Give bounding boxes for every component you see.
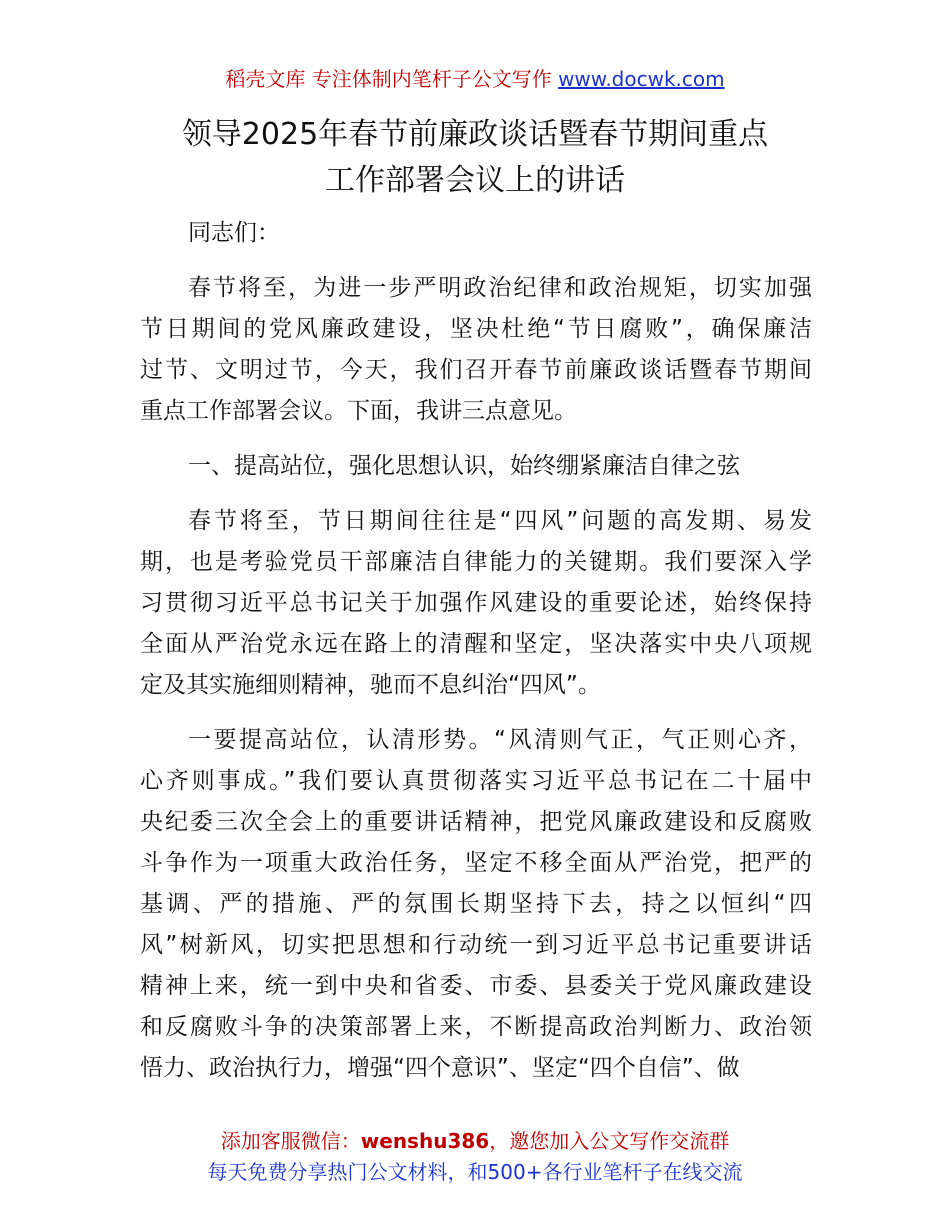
- paragraph: [140, 501, 812, 706]
- paragraph-line: 心齐则事成。”我们要认真贯彻落实习近平总书记在二十届中: [140, 768, 812, 794]
- paragraph-line: 和反腐败斗争的决策部署上来，不断提高政治判断力、政治领: [140, 1014, 812, 1040]
- footer-prefix: 添加客服微信：: [220, 1129, 361, 1153]
- paragraph: [140, 446, 812, 487]
- document-body: [140, 213, 812, 1103]
- paragraph-line: 悟力、政治执行力，增强“四个意识”、坚定“四个自信”、做: [140, 1055, 740, 1081]
- paragraph-line: 同志们：: [188, 220, 280, 246]
- paragraph: [140, 268, 812, 432]
- footer-line-1: [0, 1126, 950, 1157]
- paragraph-line: 习贯彻习近平总书记关于加强作风建设的重要论述，始终保持: [140, 590, 812, 616]
- footer-line-2: 每天免费分享热门公文材料，和500+各行业笔杆子在线交流: [207, 1160, 743, 1184]
- paragraph-line: 风”树新风，切实把思想和行动统一到习近平总书记重要讲话: [140, 932, 812, 958]
- paragraph-line: 期，也是考验党员干部廉洁自律能力的关键期。我们要深入学: [140, 549, 812, 575]
- paragraph-line: 精神上来，统一到中央和省委、市委、县委关于党风廉政建设: [140, 973, 812, 999]
- paragraph-line: 过节、文明过节，今天，我们召开春节前廉政谈话暨春节期间: [140, 357, 812, 383]
- paragraph-line: 节日期间的党风廉政建设，坚决杜绝“节日腐败”，确保廉洁: [140, 316, 812, 342]
- paragraph-line: 基调、严的措施、严的氛围长期坚持下去，持之以恒纠“四: [140, 891, 812, 917]
- paragraph: [140, 720, 812, 1089]
- watermark-header: [0, 64, 950, 94]
- document-title: [0, 112, 950, 204]
- footer-wechat-id: wenshu386: [360, 1129, 490, 1153]
- paragraph-line: 央纪委三次全会上的重要讲话精神，把党风廉政建设和反腐败: [140, 809, 812, 835]
- paragraph-line: 斗争作为一项重大政治任务，坚定不移全面从严治党，把严的: [140, 850, 812, 876]
- paragraph-line: 一要提高站位，认清形势。“风清则气正，气正则心齐，: [188, 727, 812, 753]
- paragraph-line: 春节将至，节日期间往往是“四风”问题的高发期、易发: [188, 508, 812, 534]
- title-line-2: 工作部署会议上的讲话: [325, 163, 625, 198]
- watermark-footer: [0, 1126, 950, 1188]
- header-url-link[interactable]: www.docwk.com: [558, 67, 725, 91]
- paragraph-line: 全面从严治党永远在路上的清醒和坚定，坚决落实中央八项规: [140, 631, 812, 657]
- paragraph-line: 重点工作部署会议。下面，我讲三点意见。: [140, 398, 577, 424]
- paragraph-line: 一、提高站位，强化思想认识，始终绷紧廉洁自律之弦: [188, 453, 740, 479]
- title-line-1: 领导2025年春节前廉政谈话暨春节期间重点: [181, 117, 769, 152]
- paragraph: [140, 213, 812, 254]
- header-brand: 稻壳文库 专注体制内笔杆子公文写作: [225, 67, 552, 91]
- paragraph-line: 春节将至，为进一步严明政治纪律和政治规矩，切实加强: [188, 275, 812, 301]
- footer-suffix: ，邀您加入公文写作交流群: [489, 1129, 730, 1153]
- paragraph-line: 定及其实施细则精神，驰而不息纠治“四风”。: [140, 672, 601, 698]
